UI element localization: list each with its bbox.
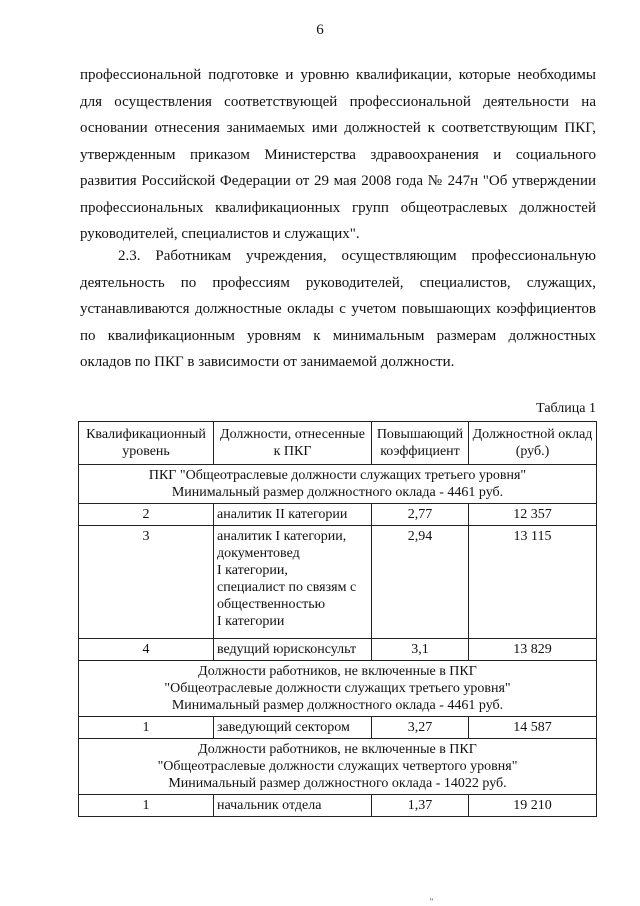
table-header-row <box>79 422 597 465</box>
group-header-row <box>79 661 597 717</box>
group-header-cell <box>79 661 597 717</box>
table-row <box>79 717 597 739</box>
cell-salary: 13 115 <box>469 526 597 639</box>
position-line: общественностью <box>217 597 326 612</box>
cell-positions: начальник отдела <box>214 795 372 817</box>
group-min-salary: Минимальный размер должностного оклада - 14022 руб. <box>168 776 507 791</box>
bottom-mark: '' <box>430 897 433 906</box>
group-header-row <box>79 739 597 795</box>
group-min-salary: Минимальный размер должностного оклада - 4461 руб. <box>171 698 504 713</box>
group-title: Должности работников, не включенные в ПКГ <box>198 742 477 757</box>
position-line: I категории <box>217 614 285 629</box>
paragraph-continuation: профессиональной подготовке и уровню квалификации, которые необходимы для осуществления соответствующей профессиональной деятельности на основании отнесения занимаемых ими должностей к соответствующим ПКГ, утвержденным приказом Министерства здравоохранения и социального развития Российской Федерации от 29 мая 2008 года № 247н "Об утверждении профессиональных квалификационных групп общеотраслевых должностей руководителей, специалистов и служащих". <box>80 67 596 242</box>
group-title: ПКГ "Общеотраслевые должности служащих третьего уровня" <box>148 468 527 483</box>
cell-positions: аналитик II категории <box>214 504 372 526</box>
header-salary: Должностной оклад (руб.) <box>469 422 597 465</box>
group-header-row <box>79 465 597 504</box>
position-line: аналитик I категории, <box>217 529 347 544</box>
header-coefficient: Повышающий коэффициент <box>372 422 469 465</box>
cell-salary: 14 587 <box>469 717 597 739</box>
cell-level: 3 <box>79 526 214 639</box>
group-title: Должности работников, не включенные в ПКГ <box>198 664 477 679</box>
header-qualification-level: Квалификационный уровень <box>79 422 214 465</box>
group-header-cell <box>79 465 597 504</box>
cell-positions <box>214 526 372 639</box>
position-line: I категории, <box>217 563 288 578</box>
table-row <box>79 639 597 661</box>
cell-coefficient: 2,94 <box>372 526 469 639</box>
paragraph-2-3: 2.3. Работникам учреждения, осуществляющим профессиональную деятельность по профессиям руководителей, специалистов, служащих, устанавливаются должностные оклады с учетом повышающих коэффициентов по квалификационным уровням к минимальным размерам должностных окладов по ПКГ в зависимости от занимаемой должности. <box>80 248 596 370</box>
cell-salary: 12 357 <box>469 504 597 526</box>
table-row <box>79 504 597 526</box>
cell-level: 4 <box>79 639 214 661</box>
cell-positions: заведующий сектором <box>214 717 372 739</box>
cell-level: 1 <box>79 795 214 817</box>
salary-table <box>78 421 597 817</box>
group-subtitle: "Общеотраслевые должности служащих четвертого уровня" <box>157 759 518 774</box>
table-row <box>79 795 597 817</box>
cell-salary: 13 829 <box>469 639 597 661</box>
page-number: 6 <box>316 22 324 38</box>
position-line: специалист по связям с <box>217 580 357 595</box>
cell-coefficient: 3,27 <box>372 717 469 739</box>
group-subtitle: "Общеотраслевые должности служащих третьего уровня" <box>164 681 511 696</box>
header-positions: Должности, отнесенные к ПКГ <box>214 422 372 465</box>
cell-salary: 19 210 <box>469 795 597 817</box>
cell-coefficient: 3,1 <box>372 639 469 661</box>
group-header-cell <box>79 739 597 795</box>
table-row <box>79 526 597 639</box>
position-line: документовед <box>217 546 300 561</box>
group-min-salary: Минимальный размер должностного оклада - 4461 руб. <box>171 485 504 500</box>
cell-coefficient: 2,77 <box>372 504 469 526</box>
cell-level: 2 <box>79 504 214 526</box>
cell-positions: ведущий юрисконсульт <box>214 639 372 661</box>
cell-coefficient: 1,37 <box>372 795 469 817</box>
table-caption: Таблица 1 <box>536 401 596 416</box>
cell-level: 1 <box>79 717 214 739</box>
